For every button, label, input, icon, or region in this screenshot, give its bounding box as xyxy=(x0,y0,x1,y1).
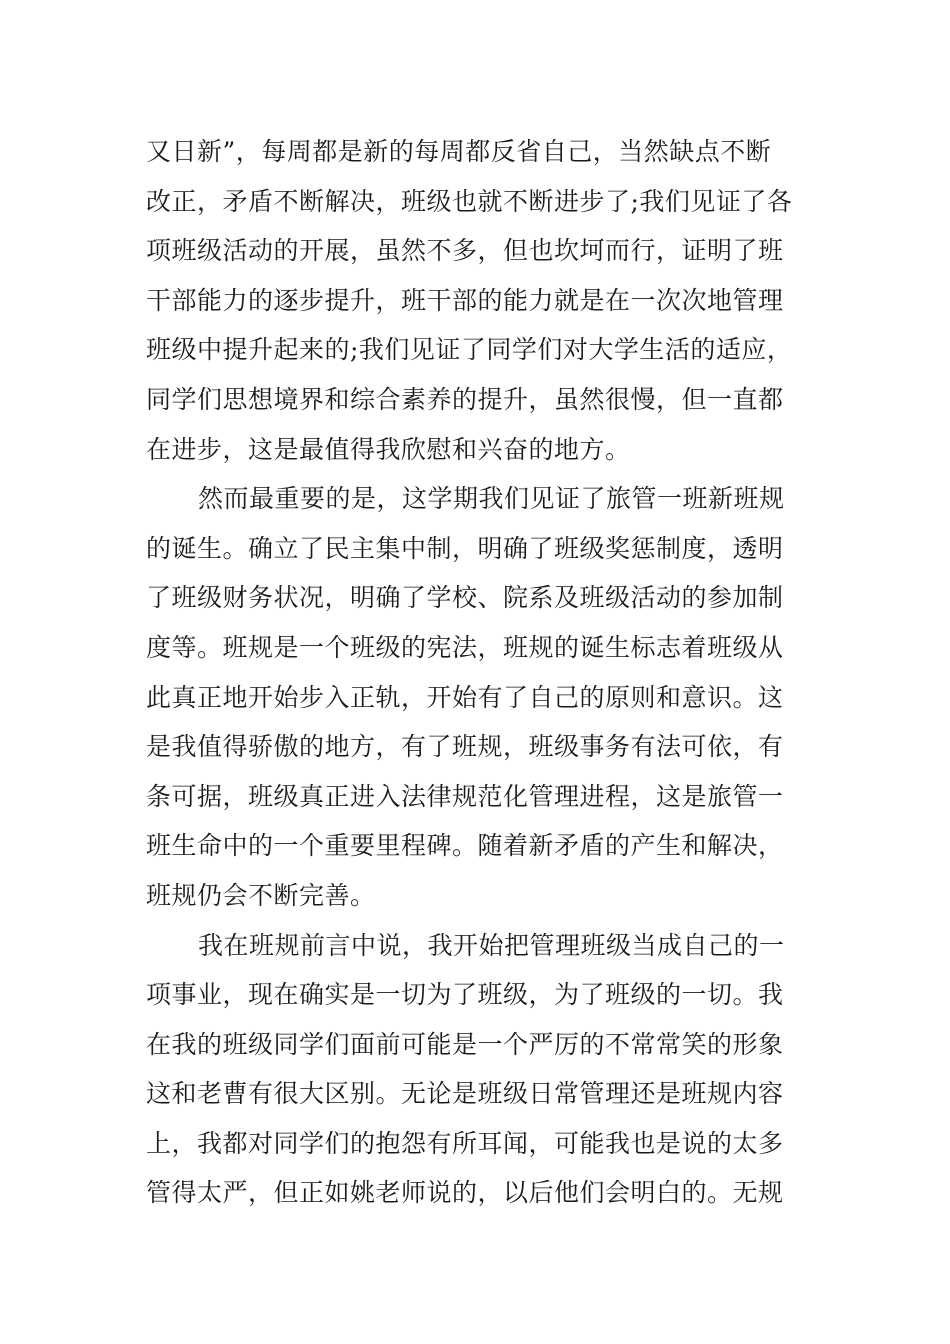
text-line: 管得太严，但正如姚老师说的，以后他们会明白的。无规 xyxy=(146,1178,784,1208)
text-line: 同学们思想境界和综合素养的提升，虽然很慢，但一直都 xyxy=(146,384,784,414)
text-line: 班级中提升起来的;我们见证了同学们对大学生活的适应， xyxy=(146,335,793,365)
text-line: 我在班规前言中说，我开始把管理班级当成自己的一 xyxy=(198,930,785,960)
text-line: 条可据，班级真正进入法律规范化管理进程，这是旅管一 xyxy=(146,781,784,811)
body-text xyxy=(146,127,808,1218)
text-line: 在进步，这是最值得我欣慰和兴奋的地方。 xyxy=(146,434,631,464)
text-line: 上，我都对同学们的抱怨有所耳闻，可能我也是说的太多 xyxy=(146,1128,784,1158)
text-line: 的诞生。确立了民主集中制，明确了班级奖惩制度，透明 xyxy=(146,533,784,563)
text-line: 度等。班规是一个班级的宪法，班规的诞生标志着班级从 xyxy=(146,632,784,662)
text-line: 项班级活动的开展，虽然不多，但也坎坷而行，证明了班 xyxy=(146,236,784,266)
text-line: 项事业，现在确实是一切为了班级，为了班级的一切。我 xyxy=(146,980,784,1010)
text-line: 此真正地开始步入正轨，开始有了自己的原则和意识。这 xyxy=(146,682,784,712)
text-line: 然而最重要的是，这学期我们见证了旅管一班新班规 xyxy=(198,484,785,514)
text-line: 又日新”，每周都是新的每周都反省自己，当然缺点不断 xyxy=(146,137,772,166)
text-line: 干部能力的逐步提升，班干部的能力就是在一次次地管理 xyxy=(146,285,784,315)
text-line: 班规仍会不断完善。 xyxy=(146,880,376,910)
text-line: 班生命中的一个重要里程碑。随着新矛盾的产生和解决， xyxy=(146,831,784,861)
text-line: 了班级财务状况，明确了学校、院系及班级活动的参加制 xyxy=(146,583,784,613)
text-line: 这和老曹有很大区别。无论是班级日常管理还是班规内容 xyxy=(146,1079,784,1109)
text-line: 是我值得骄傲的地方，有了班规，班级事务有法可依，有 xyxy=(146,732,784,762)
text-line: 改正，矛盾不断解决，班级也就不断进步了;我们见证了各 xyxy=(146,186,793,216)
text-line: 在我的班级同学们面前可能是一个严厉的不常常笑的形象 xyxy=(146,1029,784,1059)
